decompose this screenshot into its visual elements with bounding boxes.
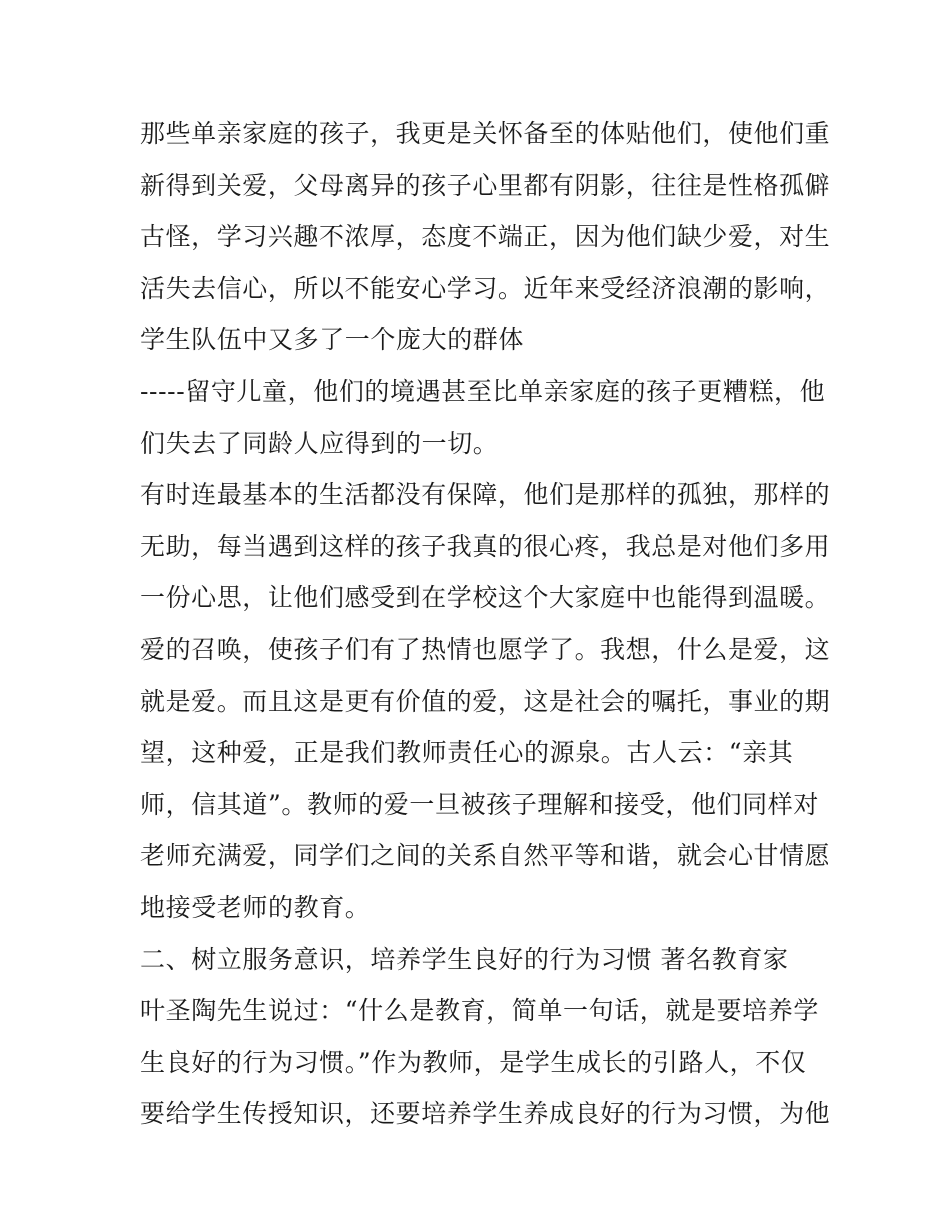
text-line: 学生队伍中又多了一个庞大的群体 [140,325,525,355]
text-line: 就是爱。而且这是更有价值的爱，这是社会的嘱托，事业的期 [140,686,831,716]
text-line: 那些单亲家庭的孩子，我更是关怀备至的体贴他们，使他们重 [140,119,831,148]
text-line: 叶圣陶先生说过：“什么是教育，简单一句话，就是要培养学 [140,996,819,1026]
text-line: 爱的召唤，使孩子们有了热情也愿学了。我想，什么是爱，这 [140,634,831,664]
text-line: 有时连最基本的生活都没有保障，他们是那样的孤独，那样的 [140,480,831,510]
text-line: 古怪，学习兴趣不浓厚，态度不端正，因为他们缺少爱，对生 [140,222,831,252]
text-line: 新得到关爱，父母离异的孩子心里都有阴影，往往是性格孤僻 [140,170,831,200]
text-line: 活失去信心，所以不能安心学习。近年来受经济浪潮的影响， [140,273,831,303]
text-line: 生良好的行为习惯。”作为教师，是学生成长的引路人，不仅 [140,1047,807,1077]
text-line: 要给学生传授知识，还要培养学生养成良好的行为习惯，为他 [140,1099,831,1129]
body-text [140,108,830,1140]
text-line: -----留守儿童，他们的境遇甚至比单亲家庭的孩子更糟糕，他 [140,376,826,406]
section-heading-line: 二、树立服务意识，培养学生良好的行为习惯 著名教育家 [140,944,789,974]
text-line: 们失去了同龄人应得到的一切。 [140,428,499,458]
text-line: 老师充满爱，同学们之间的关系自然平等和谐，就会心甘情愿 [140,841,831,871]
text-line: 望，这种爱，正是我们教师责任心的源泉。古人云：“亲其 [140,738,794,768]
text-line: 地接受老师的教育。 [140,892,371,922]
text-line: 师，信其道”。教师的爱一旦被孩子理解和接受，他们同样对 [140,789,819,819]
text-line: 一份心思，让他们感受到在学校这个大家庭中也能得到温暖。 [140,583,831,613]
text-line: 无助，每当遇到这样的孩子我真的很心疼，我总是对他们多用 [140,531,831,561]
